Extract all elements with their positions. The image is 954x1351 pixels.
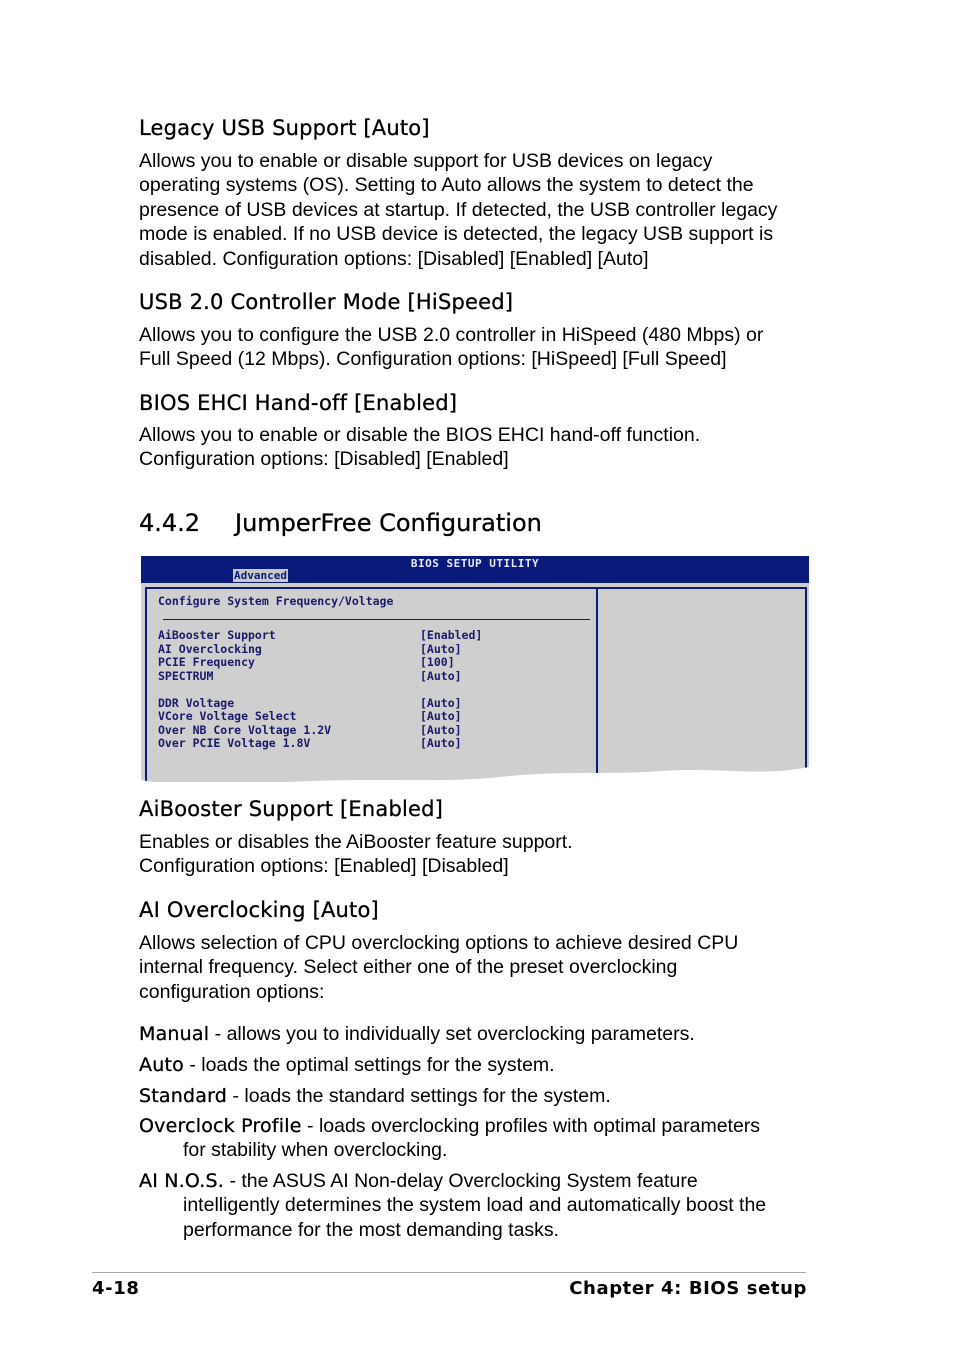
bios-title-bar bbox=[141, 556, 809, 583]
option-overclock-profile bbox=[139, 1114, 760, 1138]
text-line: Allows you to enable or disable support for USB devices on legacy bbox=[139, 150, 713, 172]
bios-item-value[interactable]: [Auto] bbox=[420, 709, 462, 723]
text-line: Allows selection of CPU overclocking options to achieve desired CPU bbox=[139, 932, 739, 954]
paragraph-legacy-usb bbox=[139, 149, 819, 271]
bios-item-name[interactable]: Over PCIE Voltage 1.8V bbox=[158, 736, 311, 750]
option-continuation: for stability when overclocking. bbox=[183, 1139, 448, 1161]
bios-item-value[interactable]: [Enabled] bbox=[420, 628, 483, 642]
option-term: Standard bbox=[139, 1085, 228, 1107]
text-line: Allows you to configure the USB 2.0 controller in HiSpeed (480 Mbps) or bbox=[139, 324, 764, 346]
option-term: Overclock Profile bbox=[139, 1115, 302, 1137]
bios-screenshot bbox=[141, 556, 809, 782]
footer-rule bbox=[92, 1272, 806, 1273]
bios-item-name[interactable]: AI Overclocking bbox=[158, 641, 262, 656]
bios-body bbox=[141, 583, 809, 782]
option-desc: - loads the optimal settings for the system. bbox=[183, 1054, 555, 1076]
bios-panel-header: Configure System Frequency/Voltage bbox=[158, 594, 394, 608]
text-line: Enables or disables the AiBooster feature support. bbox=[139, 831, 573, 853]
section-heading-usb20-mode: USB 2.0 Controller Mode [HiSpeed] bbox=[139, 290, 514, 314]
bios-item-value[interactable]: [Auto] bbox=[420, 722, 462, 737]
bios-item-value[interactable]: [100] bbox=[420, 655, 455, 669]
text-line: configuration options: bbox=[139, 980, 325, 1003]
option-desc: - allows you to individually set overclocking parameters. bbox=[209, 1023, 695, 1045]
bios-main-panel bbox=[145, 587, 598, 784]
text-line: disabled. Configuration options: [Disabled] [Enabled] [Auto] bbox=[139, 247, 649, 270]
text-line: operating systems (OS). Setting to Auto allows the system to detect the bbox=[139, 174, 754, 197]
section-heading-legacy-usb: Legacy USB Support [Auto] bbox=[139, 116, 430, 140]
page-number: 4-18 bbox=[92, 1278, 140, 1299]
text-line: mode is enabled. If no USB device is detected, the legacy USB support is bbox=[139, 223, 774, 246]
text-line: Full Speed (12 Mbps). Configuration options: [HiSpeed] [Full Speed] bbox=[139, 348, 727, 371]
section-heading-ai-overclocking: AI Overclocking [Auto] bbox=[139, 898, 379, 922]
bios-help-panel bbox=[596, 587, 807, 784]
section-heading-aibooster: AiBooster Support [Enabled] bbox=[139, 797, 444, 821]
option-standard bbox=[139, 1084, 611, 1108]
section-title: JumperFree Configuration bbox=[235, 509, 542, 537]
option-auto bbox=[139, 1053, 555, 1077]
paragraph-ai-overclocking bbox=[139, 931, 819, 1004]
bios-item-value[interactable]: [Auto] bbox=[420, 736, 462, 750]
text-line: Allows you to enable or disable the BIOS EHCI hand-off function. bbox=[139, 424, 701, 446]
section-heading-ehci: BIOS EHCI Hand-off [Enabled] bbox=[139, 391, 458, 415]
bios-title: BIOS SETUP UTILITY bbox=[410, 557, 540, 570]
option-term: Auto bbox=[139, 1054, 184, 1076]
paragraph-ehci bbox=[139, 423, 819, 472]
text-line: presence of USB devices at startup. If detected, the USB controller legacy bbox=[139, 198, 778, 221]
bios-item-value[interactable]: [Auto] bbox=[420, 641, 462, 656]
bios-item-value[interactable]: [Auto] bbox=[420, 695, 462, 710]
option-term: Manual bbox=[139, 1023, 210, 1045]
section-number: 4.4.2 bbox=[139, 509, 201, 537]
bios-item-name[interactable]: PCIE Frequency bbox=[158, 655, 255, 669]
text-line: Configuration options: [Enabled] [Disabled] bbox=[139, 855, 509, 878]
option-desc: - the ASUS AI Non-delay Overclocking System feature bbox=[224, 1170, 698, 1192]
option-continuation: intelligently determines the system load and automatically boost the bbox=[183, 1194, 767, 1216]
bios-divider bbox=[163, 619, 590, 620]
paragraph-usb20-mode bbox=[139, 323, 819, 372]
option-desc: - loads the standard settings for the system. bbox=[227, 1085, 611, 1107]
option-ai-nos bbox=[139, 1169, 698, 1193]
option-manual bbox=[139, 1022, 695, 1046]
text-line: internal frequency. Select either one of the preset overclocking bbox=[139, 956, 678, 979]
bios-item-value[interactable]: [Auto] bbox=[420, 668, 462, 683]
paragraph-aibooster bbox=[139, 830, 819, 879]
text-line: Configuration options: [Disabled] [Enabled] bbox=[139, 448, 509, 471]
option-continuation: performance for the most demanding tasks. bbox=[183, 1219, 560, 1241]
option-term: AI N.O.S. bbox=[139, 1170, 225, 1192]
bios-item-name[interactable]: AiBooster Support bbox=[158, 628, 276, 642]
chapter-label: Chapter 4: BIOS setup bbox=[569, 1278, 807, 1299]
bios-item-name[interactable]: SPECTRUM bbox=[158, 668, 214, 683]
chapter-section-heading bbox=[139, 509, 542, 537]
tab-advanced[interactable]: Advanced bbox=[234, 569, 287, 582]
bios-item-name[interactable]: Over NB Core Voltage 1.2V bbox=[158, 722, 332, 737]
bios-item-name[interactable]: DDR Voltage bbox=[158, 695, 235, 710]
option-desc: - loads overclocking profiles with optimal parameters bbox=[301, 1115, 761, 1137]
bios-item-name[interactable]: VCore Voltage Select bbox=[158, 709, 297, 723]
